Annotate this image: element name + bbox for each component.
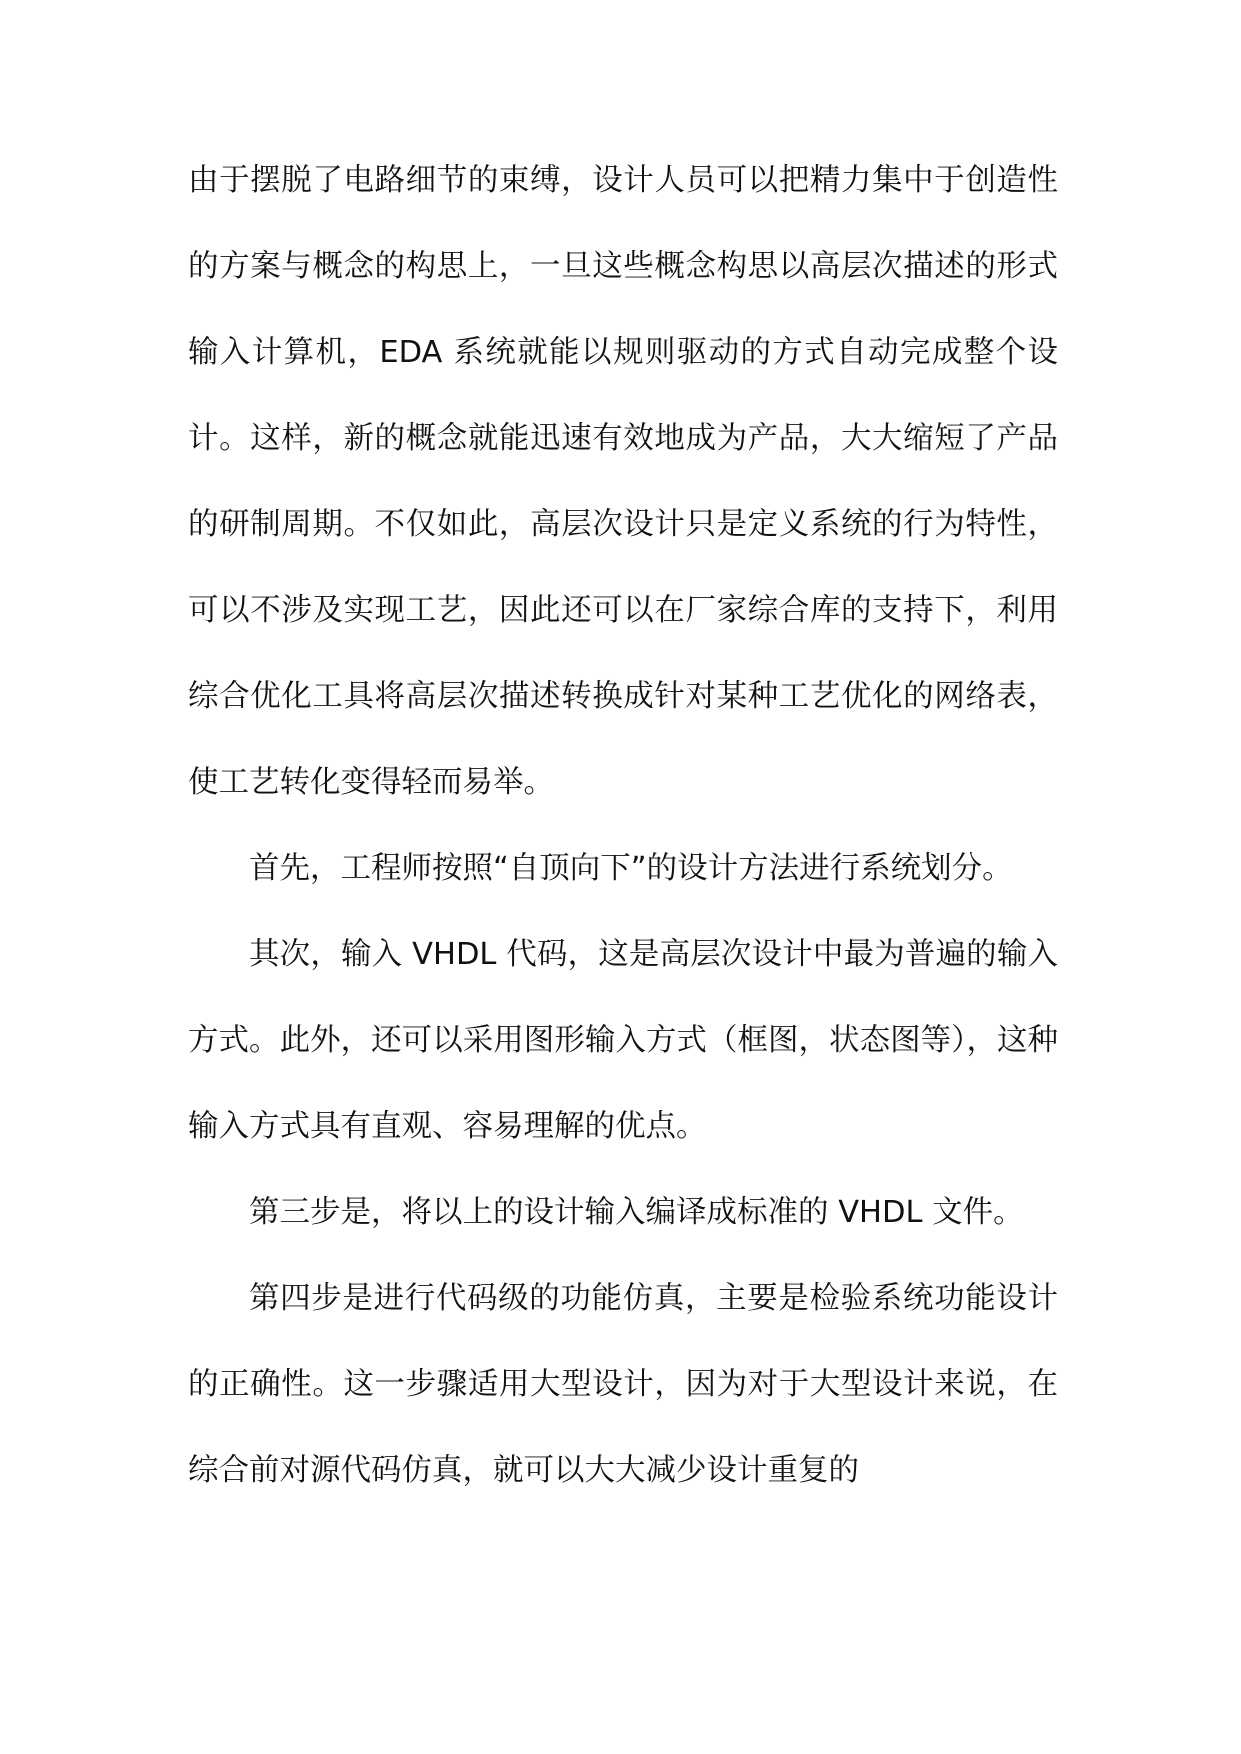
paragraph-step-1: 首先，工程师按照“自顶向下”的设计方法进行系统划分。 xyxy=(249,851,1013,886)
paragraph-step-3: 第三步是，将以上的设计输入编译成标准的 VHDL 文件。 xyxy=(249,1195,1024,1230)
body-text xyxy=(188,138,1058,1514)
paragraph-intro: 由于摆脱了电路细节的束缚，设计人员可以把精力集中于创造性的方案与概念的构思上，一旦这些概念构思以高层次描述的形式输入计算机，EDA 系统就能以规则驱动的方式自动完成整个设计。这样，新的概念就能迅速有效地成为产品，大大缩短了产品的研制周期。不仅如此，高层次设计只是定义系统的行为特性，可以不涉及实现工艺，因此还可以在厂家综合库的支持下，利用综合优化工具将高层次描述转换成针对某种工艺优化的网络表，使工艺转化变得轻而易举。 xyxy=(188,163,1058,800)
paragraph-step-4: 第四步是进行代码级的功能仿真，主要是检验系统功能设计的正确性。这一步骤适用大型设计，因为对于大型设计来说，在综合前对源代码仿真，就可以大大减少设计重复的 xyxy=(188,1281,1058,1488)
paragraph-step-2: 其次，输入 VHDL 代码，这是高层次设计中最为普遍的输入方式。此外，还可以采用图形输入方式（框图，状态图等），这种输入方式具有直观、容易理解的优点。 xyxy=(188,937,1058,1144)
